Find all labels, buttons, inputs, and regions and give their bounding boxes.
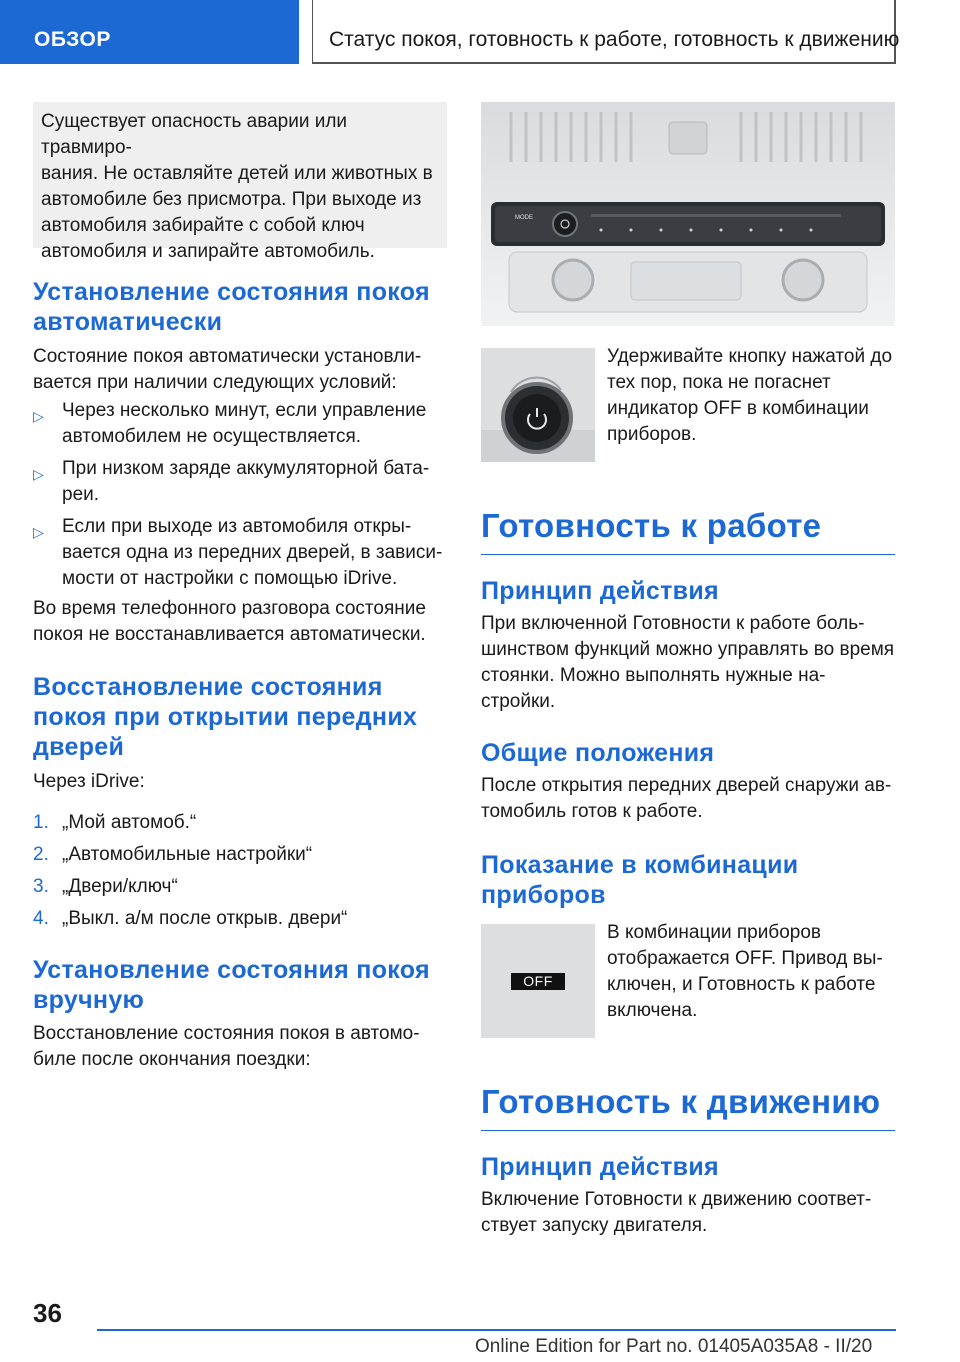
- text-line: При включенной Готовности к работе боль-: [481, 613, 865, 634]
- warning-line: вания. Не оставляйте детей или животных в: [41, 163, 433, 184]
- footer-edition: Online Edition for Part no. 01405A035A8 - II/20: [475, 1336, 873, 1357]
- text-line: мости от настройки с помощью iDrive.: [62, 568, 398, 589]
- text-line: покоя не восстанавливается автоматически.: [33, 624, 426, 645]
- auto-intro: [33, 344, 451, 396]
- mode-label: MODE: [515, 215, 533, 221]
- heading-principle: Принцип действия: [481, 577, 719, 605]
- ready-general-text: [481, 773, 899, 825]
- text-line: стройки.: [481, 691, 556, 712]
- bullet-item: [33, 514, 451, 592]
- section-tab: ОБЗОР: [0, 0, 299, 64]
- text-line: ключен, и Готовность к работе: [607, 974, 876, 995]
- text-line: При низком заряде аккумуляторной бата-: [62, 458, 430, 479]
- text-line: включена.: [607, 1000, 698, 1021]
- step-number: 1.: [33, 812, 49, 833]
- hold-button-text: [607, 344, 899, 448]
- step-number: 3.: [33, 876, 49, 897]
- heading-line: Показание в комбинации: [481, 851, 799, 879]
- drive-principle-text: [481, 1187, 899, 1239]
- off-indicator-box: [481, 924, 595, 1038]
- heading-ready-to-drive: Готовность к движению: [481, 1082, 895, 1131]
- text-line: отображается OFF. Привод вы-: [607, 948, 883, 969]
- warning-line: Существует опасность аварии или травмиро-: [41, 111, 348, 158]
- step-text: „Автомобильные настройки“: [62, 844, 313, 865]
- text-line: стоянки. Можно выполнять нужные на-: [481, 665, 826, 686]
- step-text: „Выкл. а/м после открыв. двери“: [62, 908, 348, 929]
- text-line: шинством функций можно управлять во время: [481, 639, 895, 660]
- ready-principle-text: [481, 611, 899, 715]
- bullet-item: [33, 456, 451, 508]
- heading-line: автоматически: [33, 308, 223, 336]
- heading-auto-standby: [33, 277, 451, 337]
- dashboard-photo: [481, 102, 895, 326]
- text-line: приборов.: [607, 424, 697, 445]
- footer-divider: [97, 1329, 896, 1331]
- bullet-item: [33, 398, 451, 450]
- text-line: автомобилем не осуществляется.: [62, 426, 362, 447]
- text-line: реи.: [62, 484, 100, 505]
- text-line: Через несколько минут, если управление: [62, 400, 427, 421]
- step-number: 2.: [33, 844, 49, 865]
- page-header-title: Статус покоя, готовность к работе, готовность к движению: [312, 0, 896, 64]
- step-number: 4.: [33, 908, 49, 929]
- off-badge: OFF: [511, 973, 565, 990]
- power-icon: [481, 348, 595, 462]
- warning-box: [33, 102, 447, 262]
- text-line: вается одна из передних дверей, в зависи-: [62, 542, 443, 563]
- heading-manual-standby: [33, 955, 451, 1015]
- heading-line: дверей: [33, 733, 125, 761]
- list-item: [33, 906, 347, 932]
- list-item: [33, 810, 196, 836]
- text-line: ствует запуску двигателя.: [481, 1215, 708, 1236]
- manual-text: [33, 1021, 451, 1073]
- center-console-icon: [481, 102, 895, 326]
- text-line: Включение Готовности к движению соответ-: [481, 1189, 872, 1210]
- warning-line: автомобиле без присмотра. При выходе из: [41, 189, 422, 210]
- triangle-bullet-icon: ▷: [33, 466, 44, 482]
- step-text: „Двери/ключ“: [62, 876, 178, 897]
- text-line: Удерживайте кнопку нажатой до: [607, 346, 893, 367]
- text-line: Во время телефонного разговора состояние: [33, 598, 426, 619]
- text-line: Если при выходе из автомобиля откры-: [62, 516, 412, 537]
- heading-restore-standby: [33, 672, 451, 762]
- text-line: вается при наличии следующих условий:: [33, 372, 397, 393]
- heading-principle: Принцип действия: [481, 1153, 719, 1181]
- text-line: После открытия передних дверей снаружи ав-: [481, 775, 892, 796]
- heading-line: приборов: [481, 881, 606, 909]
- warning-line: автомобиля забирайте с собой ключ: [41, 215, 365, 236]
- heading-line: Установление состояния покоя: [33, 278, 430, 306]
- triangle-bullet-icon: ▷: [33, 524, 44, 540]
- heading-line: покоя при открытии передних: [33, 703, 418, 731]
- text-line: томобиль готов к работе.: [481, 801, 703, 822]
- display-text: [607, 920, 899, 1024]
- warning-line: автомобиля и запирайте автомобиль.: [41, 241, 375, 262]
- list-item: [33, 874, 178, 900]
- heading-line: вручную: [33, 986, 145, 1014]
- text-line: Состояние покоя автоматически установли-: [33, 346, 422, 367]
- auto-note: [33, 596, 451, 648]
- text-line: В комбинации приборов: [607, 922, 821, 943]
- list-item: [33, 842, 312, 868]
- triangle-bullet-icon: ▷: [33, 408, 44, 424]
- step-text: „Мой автомоб.“: [62, 812, 197, 833]
- heading-line: Восстановление состояния: [33, 673, 383, 701]
- text-line: индикатор OFF в комбинации: [607, 398, 869, 419]
- page-number: 36: [33, 1298, 62, 1328]
- heading-line: Установление состояния покоя: [33, 956, 430, 984]
- text-line: Восстановление состояния покоя в автомо-: [33, 1023, 420, 1044]
- text-line: тех пор, пока не погаснет: [607, 372, 831, 393]
- power-button-photo: [481, 348, 595, 462]
- heading-general: Общие положения: [481, 739, 715, 767]
- heading-instrument-display: [481, 850, 899, 910]
- restore-via: Через iDrive:: [33, 771, 145, 792]
- heading-ready-to-operate: Готовность к работе: [481, 506, 895, 555]
- text-line: биле после окончания поездки:: [33, 1049, 311, 1070]
